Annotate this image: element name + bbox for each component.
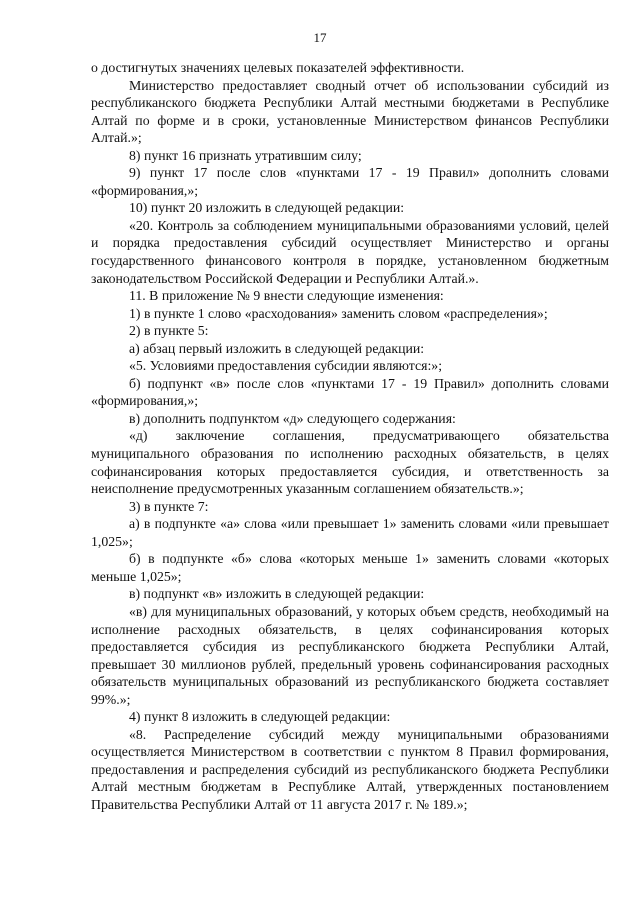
paragraph: а) абзац первый изложить в следующей редакции: — [129, 340, 425, 356]
paragraph: б) в подпункте «б» слова «которых меньше 1» заменить словами «которых меньше 1,025»; — [91, 551, 609, 584]
paragraph: 4) пункт 8 изложить в следующей редакции: — [129, 709, 391, 725]
paragraph: о достигнутых значениях целевых показателей эффективности. — [91, 60, 465, 75]
paragraph: а) в подпункте «а» слова «или превышает 1» заменить словами «или превышает 1,025»; — [91, 516, 609, 549]
paragraph: 2) в пункте 5: — [129, 323, 209, 339]
paragraph: «д) заключение соглашения, предусматривающего обязательства муниципального образования по исполнению расходных обязательств, в целях софинансирования которых предоставляется субсидия, и ответственность за неисполнение предусмотренных указанным соглашением обязательств.»; — [91, 428, 609, 497]
paragraph: «5. Условиями предоставления субсидии являются:»; — [129, 358, 443, 374]
paragraph: в) дополнить подпунктом «д» следующего содержания: — [129, 410, 456, 426]
paragraph: Министерство предоставляет сводный отчет об использовании субсидий из республиканского бюджета Республики Алтай местными бюджетами в Республике Алтай по форме и в сроки, установленные Министерством финансов Республики Алтай.»; — [91, 77, 609, 146]
paragraph: 10) пункт 20 изложить в следующей редакции: — [129, 200, 405, 216]
paragraph: 3) в пункте 7: — [129, 498, 209, 514]
paragraph: 8) пункт 16 признать утратившим силу; — [129, 147, 362, 163]
paragraph: 11. В приложение № 9 внести следующие изменения: — [129, 288, 444, 304]
document-body — [91, 59, 609, 814]
paragraph: в) подпункт «в» изложить в следующей редакции: — [129, 586, 425, 602]
paragraph: «в) для муниципальных образований, у которых объем средств, необходимый на исполнение расходных обязательств, в целях софинансирования которых предоставляется субсидия из республиканского бюджета Республики Алтай, превышает 30 миллионов рублей, предельный уровень софинансирования расходных обязательств муниципальных образований из республиканского бюджета составляет 99%.»; — [91, 603, 609, 707]
paragraph: «20. Контроль за соблюдением муниципальными образованиями условий, целей и порядка предоставления субсидий осуществляет Министерство и органы государственного финансового контроля в порядке, установленном бюджетным законодательством Российской Федерации и Республики Алтай.». — [91, 217, 609, 286]
page-number: 17 — [313, 30, 327, 45]
paragraph: 1) в пункте 1 слово «расходования» заменить словом «распределения»; — [129, 305, 548, 321]
paragraph: б) подпункт «в» после слов «пунктами 17 - 19 Правил» дополнить словами «формирования,»; — [91, 375, 609, 409]
paragraph: 9) пункт 17 после слов «пунктами 17 - 19 Правил» дополнить словами «формирования,»; — [91, 165, 609, 198]
paragraph: «8. Распределение субсидий между муниципальными образованиями осуществляется Министерством в соответствии с пунктом 8 Правил формирования, предоставления и распределения субсидий из республиканского бюджета Республики Алтай местным бюджетам в Республике Алтай, утвержденных постановлением Правительства Республики Алтай от 11 августа 2017 г. № 189.»; — [91, 726, 609, 812]
